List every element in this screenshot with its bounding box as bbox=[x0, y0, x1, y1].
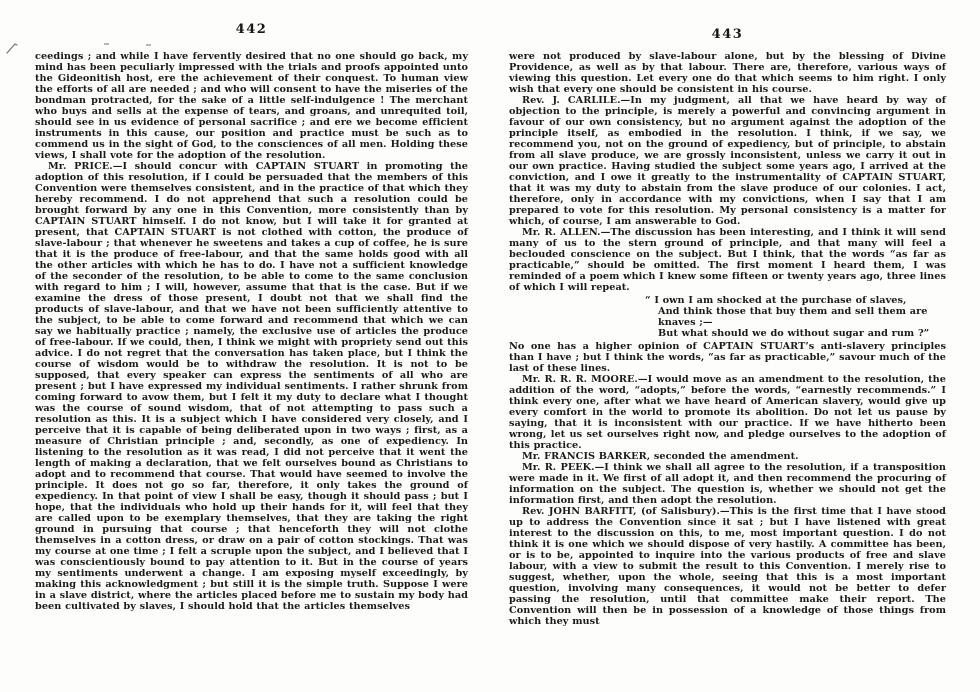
pencil-tick-icon bbox=[5, 41, 19, 55]
quoted-poem bbox=[509, 295, 946, 339]
paragraph-continuation: were not produced by slave-labour alone, but by the blessing of Divine Providence, as well as by that labour. There are, therefore, various ways of viewing this question. Let every one do that which seems to him right. I only wish that every one should be consistent in his course. bbox=[509, 51, 946, 95]
page-number-left: 442 bbox=[235, 22, 268, 37]
verse-line: “ I own I am shocked at the purchase of slaves, bbox=[645, 295, 907, 306]
paragraph-continuation: ceedings ; and while I have fervently desired that no one should go back, my mind has been peculiarly impressed with the trials and proofs appointed unto the Gideonitish host, ere the achievement of their conquest. To human view the efforts of all are needed ; and who will consent to have the miseries of the bondman protracted, for the sake of a little self-indulgence ! The merchant who buys and sells at the expense of tears, and groans, and unrequited toil, should see in us evidence of personal sacrifice ; and ere we become efficient instruments in this cause, our position and practice must be such as to commend us in the sight of God, to the consciences of all men. Holding these views, I shall vote for the adoption of the resolution. bbox=[35, 51, 468, 161]
paragraph-speech-moore: Mr. R. R. R. MOORE.—I would move as an amendment to the resolution, the addition of the word, “adopts,” before the words, “earnestly recommends.” I think every one, after what we have heard of American slavery, would give up every comfort in the world to promote its abolition. Do not let us pause by saying, that it is inconsistent with our practice. If we have hitherto been wrong, let us set ourselves right now, and pledge ourselves to the adoption of this practice. bbox=[509, 374, 946, 451]
paragraph-speech-barfitt: Rev. JOHN BARFITT, (of Salisbury).—This is the first time that I have stood up to address the Convention since it sat ; but I have listened with great interest to the discussion on this, to me, most important question. I do not think it is one which we should dispose of very hastily. A committee has been, or is to be, appointed to inquire into the various products of free and slave labour, with a view to submit the result to this Convention. I merely rise to suggest, whether, upon the whole, seeing that this is a most important question, involving many consequences, it would not be better to defer passing the resolution, until that committee make their report. The Convention will then be in possession of a knowledge of those things from which they must bbox=[509, 506, 946, 627]
page-443-text bbox=[509, 51, 946, 627]
paragraph-speech-allen-continued: No one has a higher opinion of CAPTAIN STUART’s anti-slavery principles than I have ; but I think the words, “as far as practicable,” savour much of the last of these lines. bbox=[509, 341, 946, 374]
verse-line: And think those that buy them and sell them are knaves ;— bbox=[658, 306, 928, 328]
page-443 bbox=[509, 22, 946, 627]
paragraph-speech-barker: Mr. FRANCIS BARKER, seconded the amendment. bbox=[522, 451, 799, 462]
paragraph-speech-carlile: Rev. J. CARLILE.—In my judgment, all that we have heard by way of objection to the principle, is merely a powerful and convincing argument in favour of our own consistency, but no argument against the adoption of the principle itself, as embodied in the resolution. I think, if we say, we recommend you, not on the ground of expediency, but of principle, to abstain from all slave produce, we are grossly inconsistent, unless we carry it out in our own practice. Having studied the subject some years ago, I arrived at the conviction, and I owe it greatly to the instrumentality of CAPTAIN STUART, that it was my duty to abstain from the slave produce of our colonies. I act, therefore, only in accordance with my convictions, when I say that I am prepared to vote for this resolution. My personal consistency is a matter for which, of course, I am answerable to God. bbox=[509, 95, 946, 227]
page-442-text bbox=[35, 51, 468, 612]
paragraph-speech-peek: Mr. R. PEEK.—I think we shall all agree to the resolution, if a transposition were made in it. We first of all adopt it, and then recommend the procuring of information on the subject. The question is, whether we should not get the information first, and then adopt the resolution. bbox=[509, 462, 946, 506]
page-number-right: 443 bbox=[711, 27, 744, 42]
verse-line: But what should we do without sugar and rum ?” bbox=[658, 328, 930, 339]
paragraph-speech-allen: Mr. R. ALLEN.—The discussion has been interesting, and I think it will send many of us to the stern ground of principle, and that many will feel a beclouded conscience on the subject. But I think, that the words “as far as practicable,” should be omitted. The first moment I heard them, I was reminded of a poem which I knew some fifteen or twenty years ago, three lines of which I will repeat. bbox=[509, 227, 946, 293]
page-442 bbox=[35, 22, 468, 612]
paragraph-speech-price: Mr. PRICE.—I should concur with CAPTAIN STUART in promoting the adoption of this resolution, if I could be persuaded that the members of this Convention were themselves consistent, and in the practice of that which they hereby recommend. I do not apprehend that such a resolution could be brought forward by any one in this Convention, more consistently than by CAPTAIN STUART himself. I do not know, but I will take it for granted at present, that CAPTAIN STUART is not clothed with cotton, the produce of slave-labour ; that whenever he sweetens and takes a cup of coffee, he is sure that it is the produce of free-labour, and that the same holds good with all the other articles with which he has to do. I have not a sufficient knowledge of the seconder of the resolution, to be able to come to the same conclusion with regard to him ; I will, however, assume that that is the case. But if we examine the dress of those present, I doubt not that we shall find the products of slave-labour, and that we have not been sufficiently attentive to the subject, to be able to come forward and recommend that which we can say we habitually practice ; namely, the exclusive use of articles the produce of free-labour. If we could, then, I think we might with propriety send out this advice. I do not regret that the conversation has taken place, but I think the course of wisdom would be to withdraw the resolution. It is not to be supposed, that every speaker can express the sentiments of all who are present ; but I have expressed my individual sentiments. I rather shrunk from coming forward to avow them, but I felt it my duty to declare what I thought was the course of sound wisdom, that of not attempting to pass such a resolution as this. It is a subject which I have considered very closely, and I perceive that it is capable of being deliberated upon in two ways ; first, as a measure of Christian principle ; and, secondly, as one of expediency. In listening to the resolution as it was read, I did not perceive that it went the length of making a declaration, that we felt ourselves bound as Christians to adopt and to recommend that course. That would have seemed to involve the principle. It does not go so far, therefore, it only takes the ground of expediency. In that point of view I shall be easy, though it should pass ; but I hope, that the individuals who hold up their hands for it, will feel that they are called upon to be exemplary themselves, that they are taking the right ground in pursuing that course ; that henceforth they will not clothe themselves in a cotton dress, or draw on a pair of cotton stockings. That was my course at one time ; I felt a scruple upon the subject, and I believed that I was conscientiously bound to pay attention to it. But in the course of years my sentiments underwent a change. I am exposing myself exceedingly, by making this acknowledgment ; but still it is the simple truth. Suppose I were in a slave district, where the articles placed before me to sustain my body had been cultivated by slaves, I should hold that the articles themselves bbox=[35, 161, 468, 612]
